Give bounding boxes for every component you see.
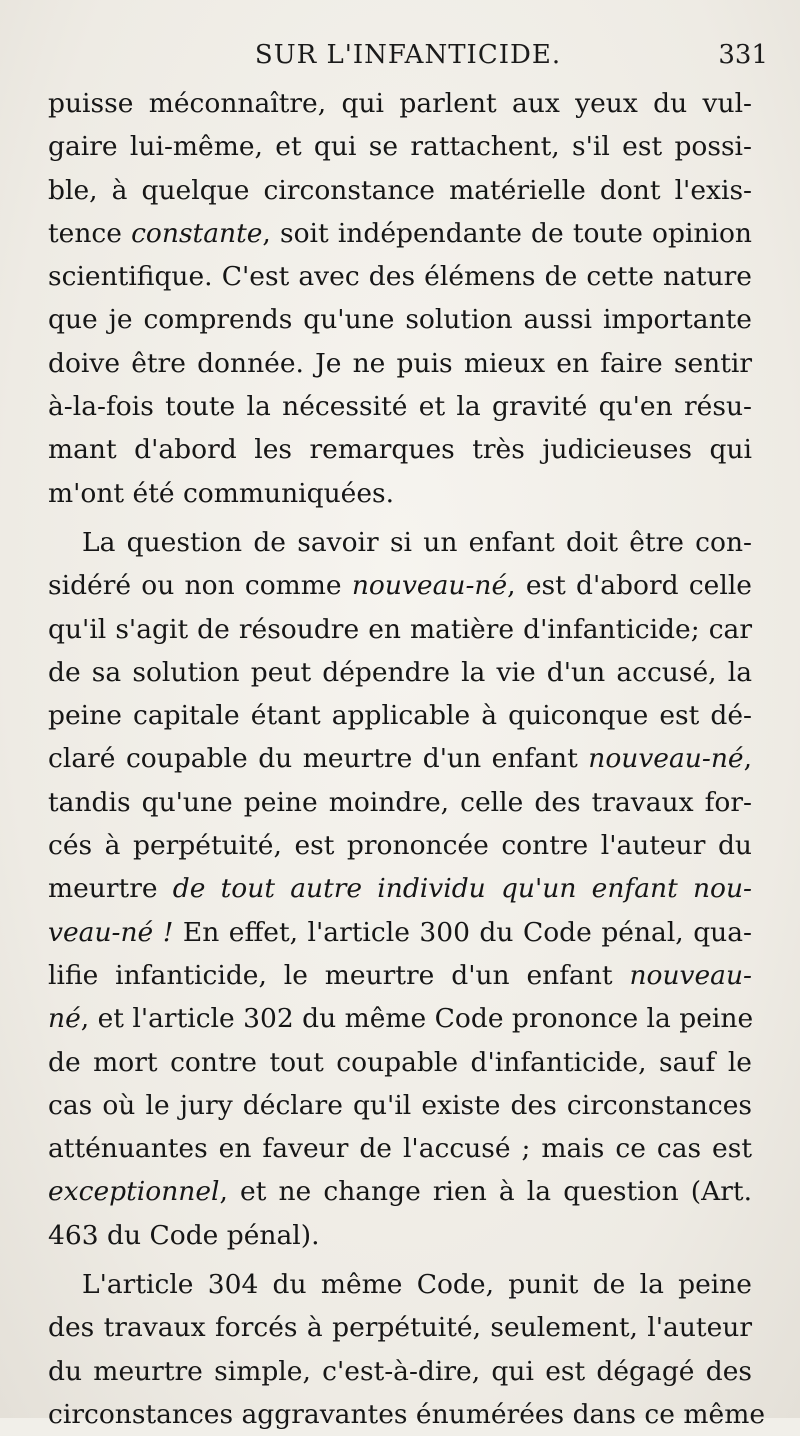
text-line (48, 521, 752, 564)
text-segment: cas où le jury déclare qu'il existe des circonstances (48, 1089, 752, 1121)
text-line (48, 564, 752, 607)
text-line (48, 608, 752, 651)
text-segment: du meurtre simple, c'est-à-dire, qui est dégagé des (48, 1355, 752, 1387)
italic-segment: nouveau- (629, 959, 752, 991)
text-line (48, 82, 752, 125)
text-line (48, 1263, 752, 1306)
italic-segment: nouveau-né (351, 570, 508, 602)
text-segment: m'ont été communiquées. (48, 477, 395, 509)
text-line (48, 169, 752, 212)
text-segment: qu'il s'agit de résoudre en matière d'infanticide; car (48, 613, 752, 645)
text-segment: lifie infanticide, le meurtre d'un enfant (48, 959, 630, 991)
text-segment: scientifique. C'est avec des élémens de cette nature (48, 261, 752, 293)
text-segment: de mort contre tout coupable d'infanticide, sauf le (48, 1046, 752, 1078)
text-segment: peine capitale étant applicable à quiconque est dé- (48, 700, 752, 732)
text-segment: circonstances aggravantes énumérées dans ce même (48, 1398, 766, 1430)
text-segment: , soit indépendante de toute opinion (262, 217, 752, 249)
text-segment: puisse méconnaître, qui parlent aux yeux du vul- (48, 88, 752, 119)
text-line (48, 1350, 752, 1393)
text-line (48, 911, 752, 954)
text-segment: claré coupable du meurtre d'un enfant (48, 743, 589, 775)
italic-segment: exceptionnel (48, 1176, 220, 1208)
text-line (48, 212, 752, 255)
text-line (48, 1393, 766, 1436)
text-segment: sidéré ou non comme (48, 570, 352, 602)
page-number: 331 (718, 40, 768, 70)
text-segment: meurtre (48, 873, 173, 905)
text-segment: cés à perpétuité, est prononcée contre l'auteur du (48, 830, 752, 862)
text-line (48, 954, 752, 997)
page-header (48, 40, 768, 80)
italic-segment: de tout autre individu qu'un enfant nou- (172, 873, 752, 905)
text-line (48, 255, 752, 298)
text-segment: tence (48, 217, 132, 249)
text-line (48, 1041, 752, 1084)
running-title: SUR L'INFANTICIDE. (254, 40, 562, 70)
text-line (48, 1214, 752, 1257)
text-segment: de sa solution peut dépendre la vie d'un accusé, la (48, 656, 752, 688)
text-line (48, 997, 752, 1040)
text-segment: En effet, l'article 300 du Code pénal, qua- (173, 916, 753, 948)
text-line (48, 428, 752, 471)
text-line (48, 342, 752, 385)
text-segment: L'article 304 du même Code, punit de la peine (82, 1269, 752, 1301)
text-segment: gaire lui-même, et qui se rattachent, s'il est possi- (48, 131, 752, 163)
text-segment: à-la-fois toute la nécessité et la gravité qu'en résu- (48, 391, 752, 423)
italic-segment: nouveau-né (588, 743, 744, 775)
text-segment: , et ne change rien à la question (Art. (219, 1176, 752, 1208)
text-line (48, 1127, 752, 1170)
text-segment: tandis qu'une peine moindre, celle des travaux for- (48, 786, 752, 818)
text-segment: mant d'abord les remarques très judicieuses qui (48, 434, 752, 466)
text-segment: La question de savoir si un enfant doit être con- (82, 526, 752, 558)
text-segment: , (743, 743, 752, 775)
italic-segment: veau-né ! (48, 916, 174, 948)
text-line (48, 298, 752, 341)
text-segment: , est d'abord celle (507, 570, 752, 602)
text-segment: doive être donnée. Je ne puis mieux en faire sentir (48, 347, 752, 379)
text-line (48, 694, 752, 737)
text-line (48, 867, 752, 910)
text-segment: ble, à quelque circonstance matérielle dont l'exis- (48, 174, 752, 206)
text-line (48, 651, 752, 694)
text-line (48, 1084, 752, 1127)
text-line (48, 781, 752, 824)
paragraph (48, 1263, 766, 1436)
text-segment: des travaux forcés à perpétuité, seulement, l'auteur (48, 1312, 752, 1344)
text-segment: que je comprends qu'une solution aussi importante (48, 304, 752, 336)
text-segment: 463 du Code pénal). (48, 1219, 320, 1251)
text-line (48, 125, 752, 168)
italic-segment: constante (131, 217, 263, 249)
text-line (48, 385, 752, 428)
italic-segment: né (48, 1003, 81, 1035)
paragraph (48, 82, 752, 515)
text-line (48, 1306, 752, 1349)
text-line (48, 824, 752, 867)
text-segment: atténuantes en faveur de l'accusé ; mais ce cas est (48, 1133, 752, 1165)
text-line (48, 737, 752, 780)
text-line (48, 1170, 752, 1213)
body-text (48, 82, 766, 1436)
paragraph (48, 521, 752, 1257)
text-line (48, 472, 752, 515)
text-segment: , et l'article 302 du même Code prononce la peine (80, 1003, 754, 1035)
